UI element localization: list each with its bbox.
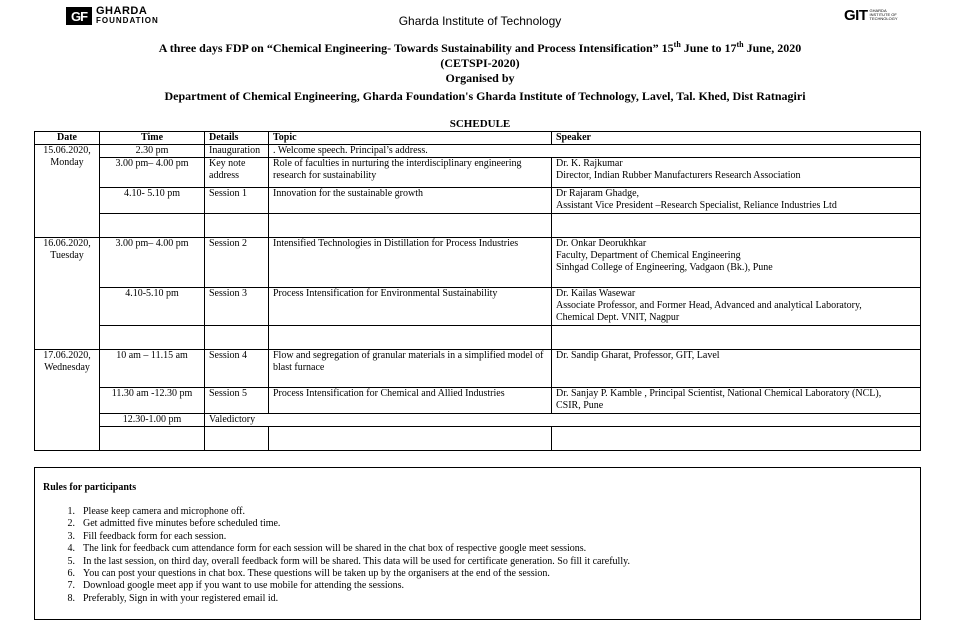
row6-topic: Flow and segregation of granular materials in a simplified model of blast furnace [269, 350, 552, 388]
rule-text: Get admitted five minutes before scheduled time. [83, 518, 281, 530]
gf-logo-line1: GHARDA [96, 5, 148, 17]
row2-speaker-affiliation: Director, Indian Rubber Manufacturers Research Association [556, 170, 801, 181]
row2-speaker [552, 158, 921, 188]
list-item [57, 580, 630, 592]
institute-name: Gharda Institute of Technology [398, 14, 562, 28]
rule-number: 2. [67, 518, 75, 530]
row3-speaker [552, 188, 921, 214]
row7-speaker-affiliation: CSIR, Pune [556, 400, 604, 411]
title-part-2: June to 17 [680, 41, 737, 55]
row3-speaker-name: Dr Rajaram Ghadge, [556, 188, 640, 199]
row5-speaker-name: Dr. Kailas Wasewar [556, 288, 636, 299]
list-item [57, 568, 630, 580]
schedule-heading: SCHEDULE [449, 118, 511, 130]
row3-speaker-affiliation: Assistant Vice President –Research Specialist, Reliance Industries Ltd [556, 200, 837, 211]
row1-topic: . Welcome speech. Principal’s address. [269, 145, 921, 158]
rule-number: 5. [67, 555, 75, 567]
day2-date-cell [35, 238, 100, 350]
row5-speaker [552, 288, 921, 326]
list-item [57, 531, 630, 543]
git-logo-sub2: INSTITUTE OF [869, 12, 897, 17]
table-row [35, 288, 921, 326]
row4-speaker-name: Dr. Onkar Deorukhkar [556, 238, 647, 249]
table-row [35, 350, 921, 388]
gf-logo-line2: FOUNDATION [96, 16, 159, 25]
row4-speaker-institution: Sinhgad College of Engineering, Vadgaon (Bk.), Pune [556, 262, 773, 273]
rules-section [34, 467, 921, 620]
row5-time: 4.10-5.10 pm [100, 288, 205, 326]
day1-date: 15.06.2020, [43, 145, 91, 156]
list-item [57, 518, 630, 530]
row1-details: Inauguration [205, 145, 269, 158]
organised-by-label: Organised by [445, 71, 515, 85]
git-logo [844, 7, 898, 24]
row2-time: 3.00 pm– 4.00 pm [100, 158, 205, 188]
day3-date: 17.06.2020, [43, 350, 91, 361]
git-logo-mark: GIT [844, 7, 868, 24]
row5-speaker-institution: Chemical Dept. VNIT, Nagpur [556, 312, 680, 323]
rule-text: The link for feedback cum attendance form for each session will be shared in the chat box of respective google meet sessions. [83, 543, 587, 555]
row4-topic: Intensified Technologies in Distillation for Process Industries [269, 238, 552, 288]
row6-details: Session 4 [205, 350, 269, 388]
col-header-speaker: Speaker [552, 132, 921, 145]
rule-number: 7. [67, 580, 75, 592]
rule-text: Please keep camera and microphone off. [83, 506, 245, 517]
row2-speaker-name: Dr. K. Rajkumar [556, 158, 623, 169]
row8-details: Valedictory [205, 414, 921, 427]
row4-time: 3.00 pm– 4.00 pm [100, 238, 205, 288]
rule-number: 3. [67, 530, 75, 542]
row2-details: Key note address [205, 158, 269, 188]
col-header-topic: Topic [269, 132, 552, 145]
rule-number: 6. [67, 568, 75, 580]
event-title [0, 41, 960, 56]
row7-topic: Process Intensification for Chemical and Allied Industries [269, 388, 552, 414]
row8-time: 12.30-1.00 pm [100, 414, 205, 427]
table-row [35, 188, 921, 214]
rule-text: Preferably, Sign in with your registered email id. [83, 592, 279, 604]
list-item [57, 543, 630, 555]
row6-speaker: Dr. Sandip Gharat, Professor, GIT, Lavel [552, 350, 921, 388]
schedule-table [34, 131, 921, 451]
row3-details: Session 1 [205, 188, 269, 214]
col-header-time: Time [100, 132, 205, 145]
row5-speaker-affiliation: Associate Professor, and Former Head, Advanced and analytical Laboratory, [556, 300, 862, 311]
git-logo-sub3: TECHNOLOGY [869, 16, 898, 21]
row7-time: 11.30 am -12.30 pm [100, 388, 205, 414]
table-row-empty [35, 427, 921, 451]
row5-details: Session 3 [205, 288, 269, 326]
title-part-1: A three days FDP on “Chemical Engineering- Towards Sustainability and Process Intensification” 15 [158, 41, 674, 55]
event-code: (CETSPI-2020) [440, 56, 520, 70]
rules-heading: Rules for participants [43, 482, 137, 493]
row4-speaker-affiliation: Faculty, Department of Chemical Engineering [556, 250, 741, 261]
day2-weekday: Tuesday [50, 250, 84, 261]
organiser-department: Department of Chemical Engineering, Gharda Foundation's Gharda Institute of Technology, Lavel, Tal. Khed, Dist Ratnagiri [164, 89, 806, 103]
git-logo-subtext [870, 9, 898, 21]
col-header-details: Details [205, 132, 269, 145]
row7-speaker-name: Dr. Sanjay P. Kamble , Principal Scientist, National Chemical Laboratory (NCL), [556, 388, 882, 399]
table-row-empty [35, 326, 921, 350]
title-sup-1: th [673, 40, 681, 49]
rule-text: Fill feedback form for each session. [83, 530, 227, 542]
rule-text: In the last session, on third day, overall feedback form will be shared. This data will be used for certificate generation. So fill it carefully. [83, 555, 630, 567]
gf-logo-mark: GF [66, 7, 92, 25]
day3-date-cell [35, 350, 100, 451]
git-logo-sub1: GHARDA [869, 8, 887, 13]
row2-topic: Role of faculties in nurturing the interdisciplinary engineering research for sustainability [269, 158, 552, 188]
day3-weekday: Wednesday [44, 362, 90, 373]
table-row [35, 388, 921, 414]
day2-date: 16.06.2020, [43, 238, 91, 249]
row3-topic: Innovation for the sustainable growth [269, 188, 552, 214]
list-item [57, 593, 630, 605]
table-row [35, 158, 921, 188]
rule-text: Download google meet app if you want to use mobile for attending the sessions. [83, 580, 405, 592]
title-sup-2: th [736, 40, 744, 49]
rules-list [57, 506, 630, 605]
rule-number: 4. [67, 543, 75, 555]
row7-speaker [552, 388, 921, 414]
row3-time: 4.10- 5.10 pm [100, 188, 205, 214]
table-row [35, 238, 921, 288]
row6-time: 10 am – 11.15 am [100, 350, 205, 388]
title-part-3: June, 2020 [743, 41, 802, 55]
list-item [57, 506, 630, 518]
table-row [35, 414, 921, 427]
row5-topic: Process Intensification for Environmental Sustainability [269, 288, 552, 326]
row7-details: Session 5 [205, 388, 269, 414]
list-item [57, 556, 630, 568]
rule-number: 8. [67, 592, 75, 604]
day1-weekday: Monday [50, 157, 84, 168]
rule-text: You can post your questions in chat box. These questions will be taken up by the organisers at the end of the session. [83, 568, 550, 580]
col-header-date: Date [35, 132, 100, 145]
day1-date-cell [35, 145, 100, 238]
row4-speaker [552, 238, 921, 288]
table-header-row [35, 132, 921, 145]
table-row-empty [35, 214, 921, 238]
row1-time: 2.30 pm [100, 145, 205, 158]
row4-details: Session 2 [205, 238, 269, 288]
table-row [35, 145, 921, 158]
rule-number: 1. [67, 506, 75, 517]
